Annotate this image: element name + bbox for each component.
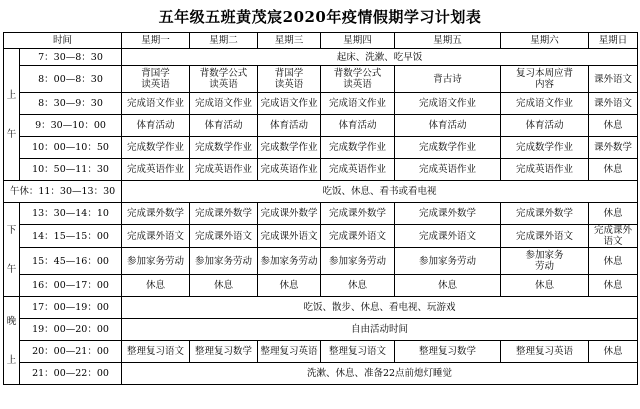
section-char: 午 — [6, 263, 17, 275]
activity-cell: 背古诗 — [395, 66, 501, 93]
activity-cell: 吃饭、散步、休息、看电视、玩游戏 — [122, 297, 638, 319]
table-row — [4, 275, 638, 297]
table-row — [4, 248, 638, 275]
activity-cell: 完成语文作业 — [258, 93, 321, 115]
activity-cell: 休息 — [589, 248, 638, 275]
table-row — [4, 159, 638, 181]
time-cell: 21：00—22：00 — [20, 363, 122, 385]
time-cell: 16：00—17：00 — [20, 275, 122, 297]
activity-cell: 完成英语作业 — [395, 159, 501, 181]
activity-cell: 自由活动时间 — [122, 319, 638, 341]
activity-cell: 休息 — [190, 275, 258, 297]
activity-cell: 背数学公式 读英语 — [321, 66, 395, 93]
activity-cell: 参加家务劳动 — [122, 248, 190, 275]
section-label-morning — [4, 49, 20, 181]
time-cell: 8：00—8：30 — [20, 66, 122, 93]
table-row — [4, 137, 638, 159]
activity-cell: 体育活动 — [501, 115, 589, 137]
time-cell: 14：15—15：00 — [20, 225, 122, 248]
activity-cell: 休息 — [589, 159, 638, 181]
section-char: 上 — [6, 354, 17, 366]
activity-cell: 休息 — [395, 275, 501, 297]
section-char: 午 — [6, 128, 17, 140]
activity-cell: 完成课外 语文 — [589, 225, 638, 248]
page-title: 五年级五班黄茂宸2020年疫情假期学习计划表 — [158, 8, 482, 26]
activity-cell: 整理复习数学 — [190, 341, 258, 363]
activity-cell: 完成语文作业 — [190, 93, 258, 115]
activity-cell: 起床、洗漱、吃早饭 — [122, 49, 638, 66]
header-day: 星期三 — [258, 33, 321, 49]
activity-cell: 完成语文作业 — [395, 93, 501, 115]
activity-cell: 完成英语作业 — [321, 159, 395, 181]
header-day: 星期一 — [122, 33, 190, 49]
activity-cell: 完成数学作业 — [122, 137, 190, 159]
activity-cell: 完成数学作业 — [190, 137, 258, 159]
activity-cell: 完成课外语文 — [122, 225, 190, 248]
time-cell: 17：00—19：00 — [20, 297, 122, 319]
header-day: 星期日 — [589, 33, 638, 49]
activity-cell: 完成课外数学 — [122, 203, 190, 225]
time-cell: 午休：11：30—13：30 — [4, 181, 122, 203]
activity-cell: 完成课外语文 — [395, 225, 501, 248]
time-cell: 13：30—14：10 — [20, 203, 122, 225]
activity-cell: 完成英语作业 — [190, 159, 258, 181]
header-day: 星期二 — [190, 33, 258, 49]
activity-cell: 课外语文 — [589, 66, 638, 93]
table-row — [4, 225, 638, 248]
activity-cell: 复习本周应背 内容 — [501, 66, 589, 93]
activity-cell: 体育活动 — [321, 115, 395, 137]
activity-cell: 休息 — [589, 203, 638, 225]
header-row — [4, 33, 638, 49]
activity-cell: 休息 — [589, 115, 638, 137]
header-day: 星期四 — [321, 33, 395, 49]
activity-cell: 整理复习英语 — [501, 341, 589, 363]
activity-cell: 体育活动 — [395, 115, 501, 137]
activity-cell: 完成课外数学 — [321, 203, 395, 225]
activity-cell: 体育活动 — [258, 115, 321, 137]
activity-cell: 休息 — [122, 275, 190, 297]
table-row — [4, 66, 638, 93]
activity-cell: 休息 — [501, 275, 589, 297]
table-row — [4, 319, 638, 341]
section-char: 下 — [6, 224, 17, 236]
table-row — [4, 181, 638, 203]
activity-cell: 休息 — [589, 341, 638, 363]
activity-cell: 背数学公式 读英语 — [190, 66, 258, 93]
schedule-table — [3, 32, 638, 385]
activity-cell: 整理复习语文 — [321, 341, 395, 363]
section-label-evening — [4, 297, 20, 385]
activity-cell: 完成数学作业 — [321, 137, 395, 159]
time-cell: 8：30—9：30 — [20, 93, 122, 115]
activity-cell: 背国学 读英语 — [122, 66, 190, 93]
activity-cell: 整理复习数学 — [395, 341, 501, 363]
activity-cell: 完成英语作业 — [258, 159, 321, 181]
table-row — [4, 49, 638, 66]
time-cell: 20：00—21：00 — [20, 341, 122, 363]
time-cell: 9：30—10：00 — [20, 115, 122, 137]
activity-cell: 完成语文作业 — [122, 93, 190, 115]
activity-cell: 整理复习语文 — [122, 341, 190, 363]
activity-cell: 完成语文作业 — [501, 93, 589, 115]
section-char: 上 — [6, 89, 17, 101]
time-cell: 19：00—20：00 — [20, 319, 122, 341]
activity-cell: 完成英语作业 — [122, 159, 190, 181]
section-label-afternoon — [4, 203, 20, 297]
activity-cell: 课外语文 — [589, 93, 638, 115]
activity-cell: 参加家务劳动 — [190, 248, 258, 275]
activity-cell: 完成课外数学 — [258, 203, 321, 225]
header-day: 星期五 — [395, 33, 501, 49]
activity-cell: 完成课外语文 — [321, 225, 395, 248]
table-row — [4, 93, 638, 115]
activity-cell: 体育活动 — [122, 115, 190, 137]
activity-cell: 体育活动 — [190, 115, 258, 137]
activity-cell: 完成课外数学 — [395, 203, 501, 225]
activity-cell: 参加家务劳动 — [321, 248, 395, 275]
activity-cell: 完成数学作业 — [395, 137, 501, 159]
activity-cell: 参加家务 劳动 — [501, 248, 589, 275]
activity-cell: 完成课外语文 — [190, 225, 258, 248]
table-row — [4, 203, 638, 225]
table-row — [4, 363, 638, 385]
activity-cell: 参加家务劳动 — [395, 248, 501, 275]
activity-cell: 休息 — [589, 275, 638, 297]
activity-cell: 整理复习英语 — [258, 341, 321, 363]
activity-cell: 课外数学 — [589, 137, 638, 159]
time-cell: 10：00—10：50 — [20, 137, 122, 159]
activity-cell: 完成课外语文 — [501, 225, 589, 248]
activity-cell: 休息 — [321, 275, 395, 297]
table-row — [4, 115, 638, 137]
activity-cell: 休息 — [258, 275, 321, 297]
activity-cell: 背国学 读英语 — [258, 66, 321, 93]
table-row — [4, 341, 638, 363]
table-row — [4, 297, 638, 319]
header-day: 星期六 — [501, 33, 589, 49]
section-char: 晚 — [6, 315, 17, 327]
activity-cell: 完成语文作业 — [321, 93, 395, 115]
activity-cell: 完成课外语文 — [258, 225, 321, 248]
activity-cell: 完成英语作业 — [501, 159, 589, 181]
time-cell: 10：50—11：30 — [20, 159, 122, 181]
time-cell: 7：30—8：30 — [20, 49, 122, 66]
activity-cell: 洗漱、休息、准备22点前熄灯睡觉 — [122, 363, 638, 385]
activity-cell: 完成课外数学 — [501, 203, 589, 225]
activity-cell: 吃饭、休息、看书或看电视 — [122, 181, 638, 203]
activity-cell: 完成数学作业 — [501, 137, 589, 159]
activity-cell: 完成课外数学 — [190, 203, 258, 225]
activity-cell: 完成数学作业 — [258, 137, 321, 159]
time-cell: 15：45—16：00 — [20, 248, 122, 275]
activity-cell: 参加家务劳动 — [258, 248, 321, 275]
header-time: 时间 — [4, 33, 122, 49]
